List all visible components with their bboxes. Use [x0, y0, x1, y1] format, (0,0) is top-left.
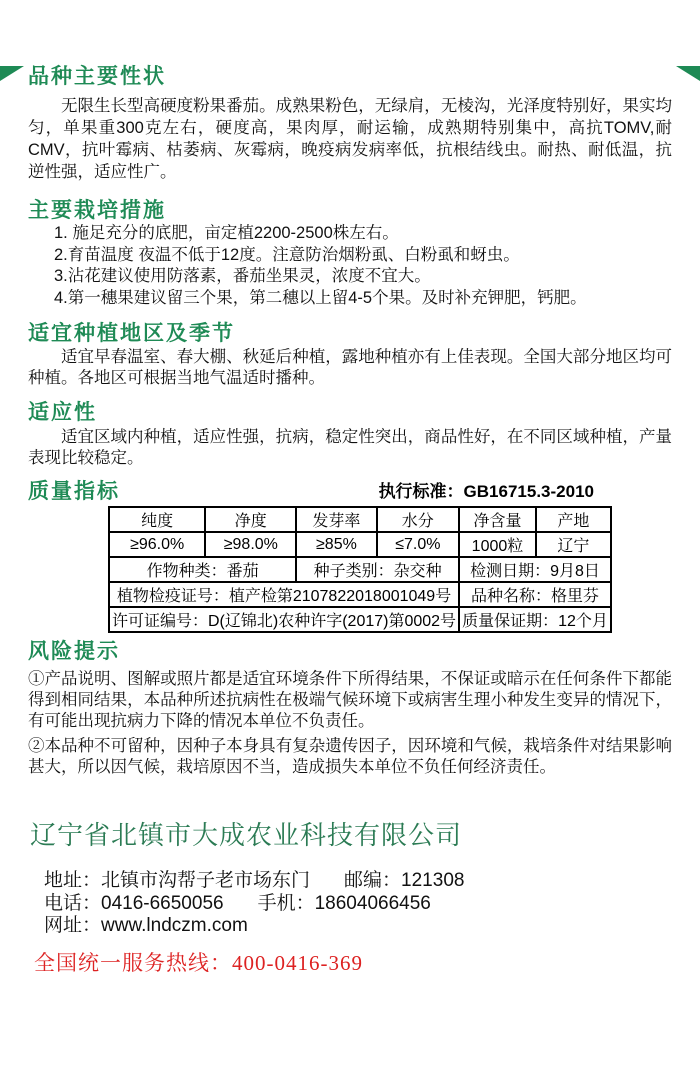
cultivation-steps-list: [28, 223, 672, 309]
table-cell: ≥96.0%: [109, 532, 205, 557]
table-cell: 许可证编号：D(辽锦北)农种许字(2017)第0002号: [109, 607, 459, 632]
table-cell: 植物检疫证号：植产检第2107822018001049号: [109, 582, 459, 607]
table-cell: 作物种类：番茄: [109, 557, 296, 582]
risk-item-2: ②本品种不可留种，因种子本身具有复杂遗传因子，因环境和气候，栽培条件对结果影响甚大，所以因气候，栽培原因不当，造成损失本单位不负任何经济责任。: [28, 737, 672, 776]
table-cell: 辽宁: [536, 532, 611, 557]
table-row: [109, 557, 611, 582]
table-row: [109, 507, 611, 532]
table-cell: 种子类别：杂交种: [296, 557, 459, 582]
quality-header-row: [28, 481, 672, 502]
table-cell: 检测日期：9月8日: [459, 557, 611, 582]
table-cell: ≤7.0%: [377, 532, 460, 557]
mobile-label: 手机：: [257, 892, 315, 914]
list-item: 3.沾花建议使用防落素，番茄坐果灵，浓度不宜大。: [54, 267, 431, 285]
corner-triangle-right-icon: [676, 66, 700, 81]
address-value: 北镇市沟帮子老市场东门: [101, 870, 311, 891]
section-heading-regions: 适宜种植地区及季节: [28, 322, 235, 345]
table-cell: 1000粒: [459, 532, 536, 557]
contact-website-line: [44, 915, 672, 938]
section-heading-quality: 质量指标: [28, 480, 120, 503]
corner-triangle-left-icon: [0, 66, 24, 81]
execution-standard: 执行标准：GB16715.3-2010: [378, 482, 594, 501]
table-cell: 发芽率: [296, 507, 376, 532]
table-row: [109, 582, 611, 607]
phone-value: 0416-6650056: [101, 892, 224, 914]
zip-value: 121308: [401, 870, 465, 891]
table-cell: ≥85%: [296, 532, 376, 557]
contact-address-line: [44, 870, 672, 893]
table-cell: 净度: [205, 507, 296, 532]
address-label: 地址：: [44, 870, 102, 891]
zip-label: 邮编：: [344, 870, 402, 891]
table-cell: 水分: [377, 507, 460, 532]
section-heading-risk: 风险提示: [28, 640, 120, 663]
table-cell: ≥98.0%: [205, 532, 296, 557]
adaptability-paragraph: 适宜区域内种植，适应性强，抗病，稳定性突出，商品性好，在不同区域种植，产量表现比较稳定。: [28, 428, 672, 467]
website-value: www.lndczm.com: [101, 915, 248, 936]
section-heading-cultivation: 主要栽培措施: [28, 199, 166, 222]
list-item: 2.育苗温度 夜温不低于12度。注意防治烟粉虱、白粉虱和蚜虫。: [54, 245, 520, 264]
website-label: 网址：: [44, 915, 102, 936]
regions-paragraph: 适宜早春温室、春大棚、秋延后种植，露地种植亦有上佳表现。全国大部分地区均可种植。各地区可根据当地气温适时播种。: [28, 348, 672, 387]
table-cell: 产地: [536, 507, 611, 532]
service-hotline: 全国统一服务热线：400-0416-369: [34, 950, 363, 975]
table-cell: 纯度: [109, 507, 205, 532]
contact-block: [44, 870, 672, 938]
list-item: 1. 施足充分的底肥，亩定植2200-2500株左右。: [54, 224, 399, 242]
quality-table: [108, 506, 612, 633]
table-cell: 质量保证期：12个月: [459, 607, 611, 632]
table-cell: 净含量: [459, 507, 536, 532]
mobile-value: 18604066456: [314, 892, 431, 914]
table-cell: 品种名称：格里芬: [459, 582, 611, 607]
label-content: [0, 66, 700, 976]
table-row: [109, 532, 611, 557]
phone-label: 电话：: [44, 892, 102, 914]
section-heading-traits: 品种主要性状: [28, 65, 166, 88]
table-row: [109, 607, 611, 632]
contact-phone-line: [44, 893, 672, 916]
company-name: 辽宁省北镇市大成农业科技有限公司: [30, 821, 463, 850]
list-item: 4.第一穗果建议留三个果，第二穗以上留4-5个果。及时补充钾肥，钙肥。: [54, 288, 587, 307]
section-heading-adaptability: 适应性: [28, 401, 97, 424]
traits-paragraph: 无限生长型高硬度粉果番茄。成熟果粉色，无绿肩，无棱沟，光泽度特别好，果实均匀，单果重300克左右，硬度高，果肉厚，耐运输，成熟期特别集中，高抗TOMV,耐CMV，抗叶霉病、枯萎病、灰霉病，晚疫病发病率低，抗根结线虫。耐热、耐低温，抗逆性强，适应性广。: [28, 97, 672, 181]
risk-item-1: ①产品说明、图解或照片都是适宜环境条件下所得结果，不保证或暗示在任何条件下都能得到相同结果，本品种所述抗病性在极端气候环境下或病害生理小种发生变异的情况下，有可能出现抗病力下降的情况本单位不负责任。: [28, 670, 672, 730]
